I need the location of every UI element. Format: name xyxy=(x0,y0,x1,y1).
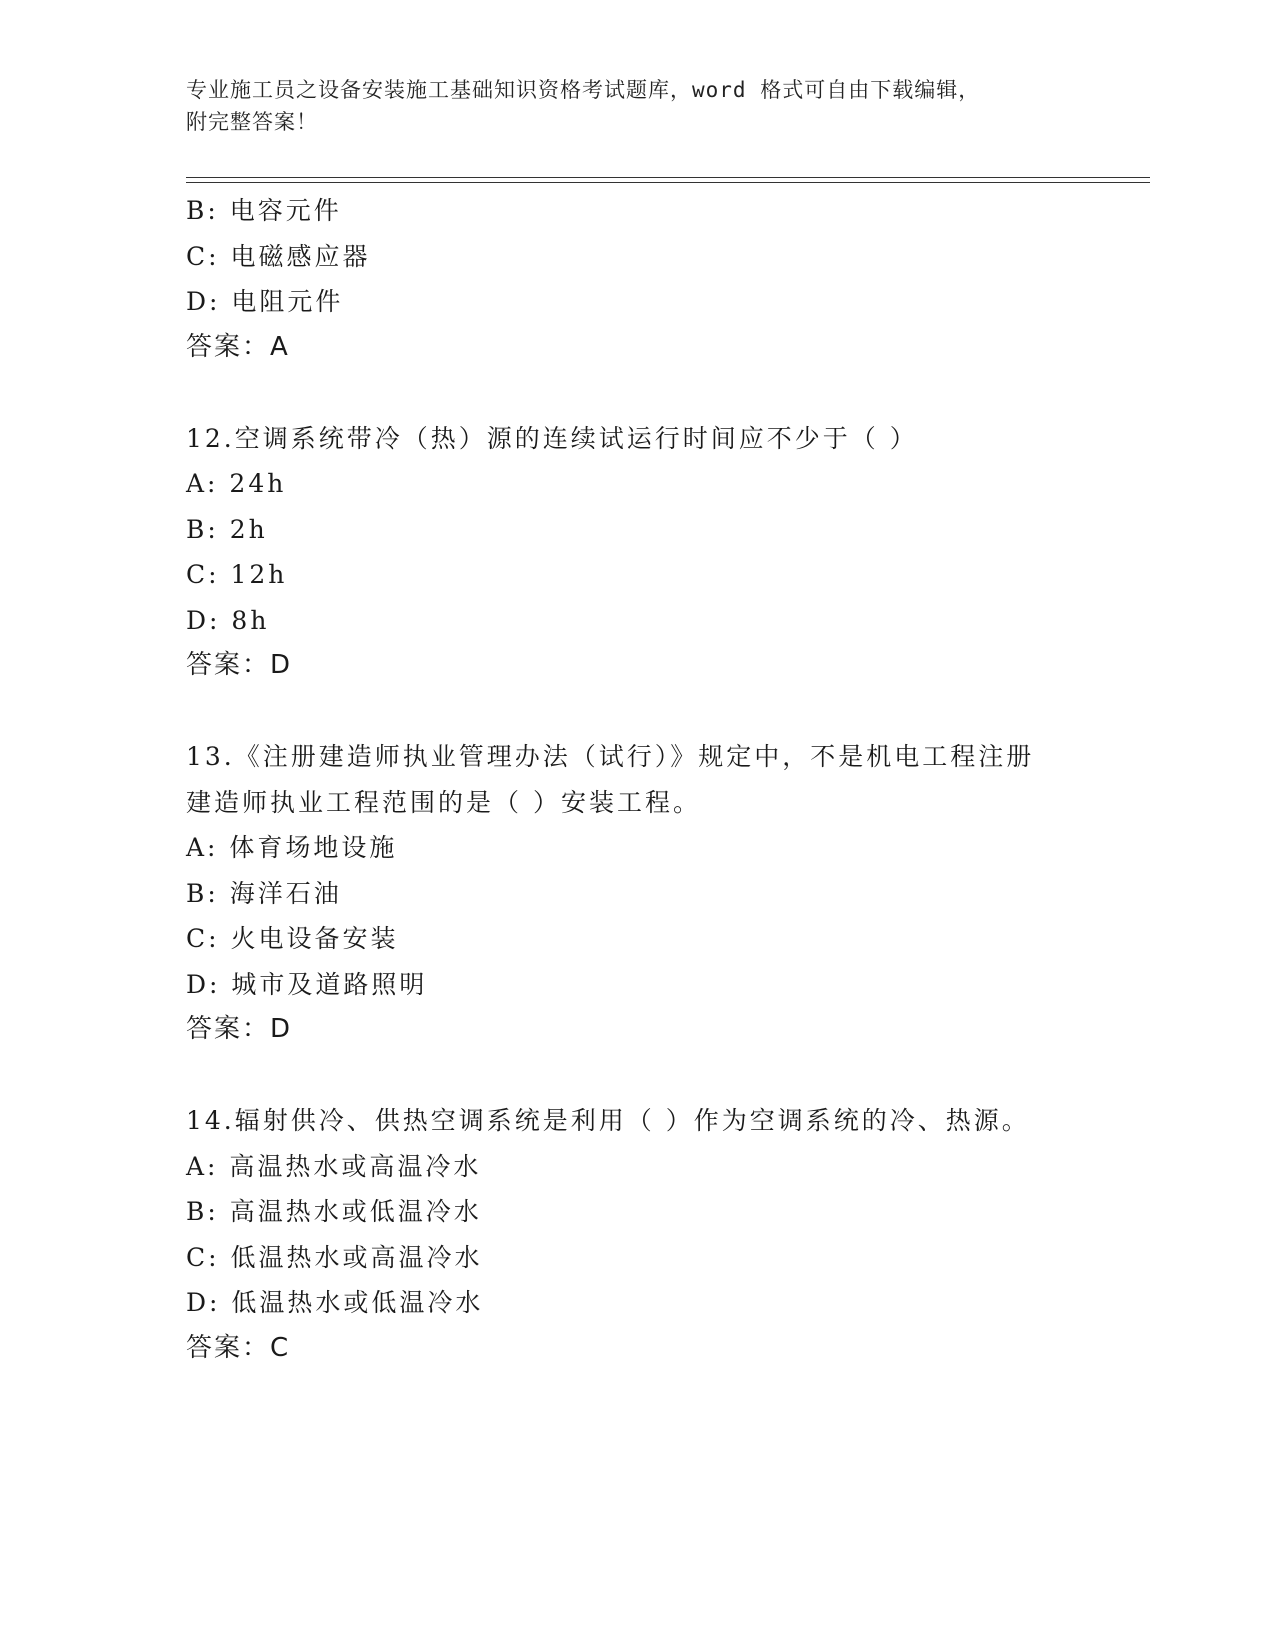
option-a: A: 24h xyxy=(186,469,287,498)
option-d: D: 低温热水或低温冷水 xyxy=(186,1288,484,1317)
option-d: D: 8h xyxy=(186,605,270,635)
question-stem: 12.空调系统带冷（热）源的连续试运行时间应不少于（ ） xyxy=(186,423,918,453)
option-d: D: 电阻元件 xyxy=(186,287,344,316)
header-line-1: 专业施工员之设备安装施工基础知识资格考试题库，word 格式可自由下载编辑， xyxy=(186,78,981,102)
answer: 答案：A xyxy=(186,331,290,362)
question-stem-line-1: 13.《注册建造师执业管理办法（试行）》规定中，不是机电工程注册 xyxy=(186,742,1035,771)
question-stem-line-2: 建造师执业工程范围的是（ ）安装工程。 xyxy=(186,787,701,817)
document-header xyxy=(186,74,1086,138)
question-13 xyxy=(186,734,1086,1053)
option-d: D: 城市及道路照明 xyxy=(186,969,428,999)
option-c: C: 电磁感应器 xyxy=(186,241,371,271)
option-b: B: 电容元件 xyxy=(186,196,342,225)
header-divider-top xyxy=(186,177,1150,178)
answer: 答案：D xyxy=(186,650,293,680)
header-divider-bottom xyxy=(186,182,1150,183)
header-line-2: 附完整答案！ xyxy=(186,110,318,134)
question-stem: 14.辐射供冷、供热空调系统是利用（ ）作为空调系统的冷、热源。 xyxy=(186,1106,1030,1135)
option-c: C: 12h xyxy=(186,560,288,589)
answer: 答案：D xyxy=(186,1014,293,1044)
option-b: B: 高温热水或低温冷水 xyxy=(186,1197,482,1226)
question-12 xyxy=(186,416,1086,689)
option-a: A: 体育场地设施 xyxy=(186,833,398,862)
option-c: C: 火电设备安装 xyxy=(186,924,399,953)
question-14 xyxy=(186,1098,1086,1371)
question-11-continued xyxy=(186,188,1086,370)
option-c: C: 低温热水或高温冷水 xyxy=(186,1242,483,1272)
option-a: A: 高温热水或高温冷水 xyxy=(186,1151,482,1181)
question-content xyxy=(186,188,1086,1371)
answer: 答案：C xyxy=(186,1332,291,1363)
option-b: B: 海洋石油 xyxy=(186,878,342,908)
option-b: B: 2h xyxy=(186,514,268,544)
